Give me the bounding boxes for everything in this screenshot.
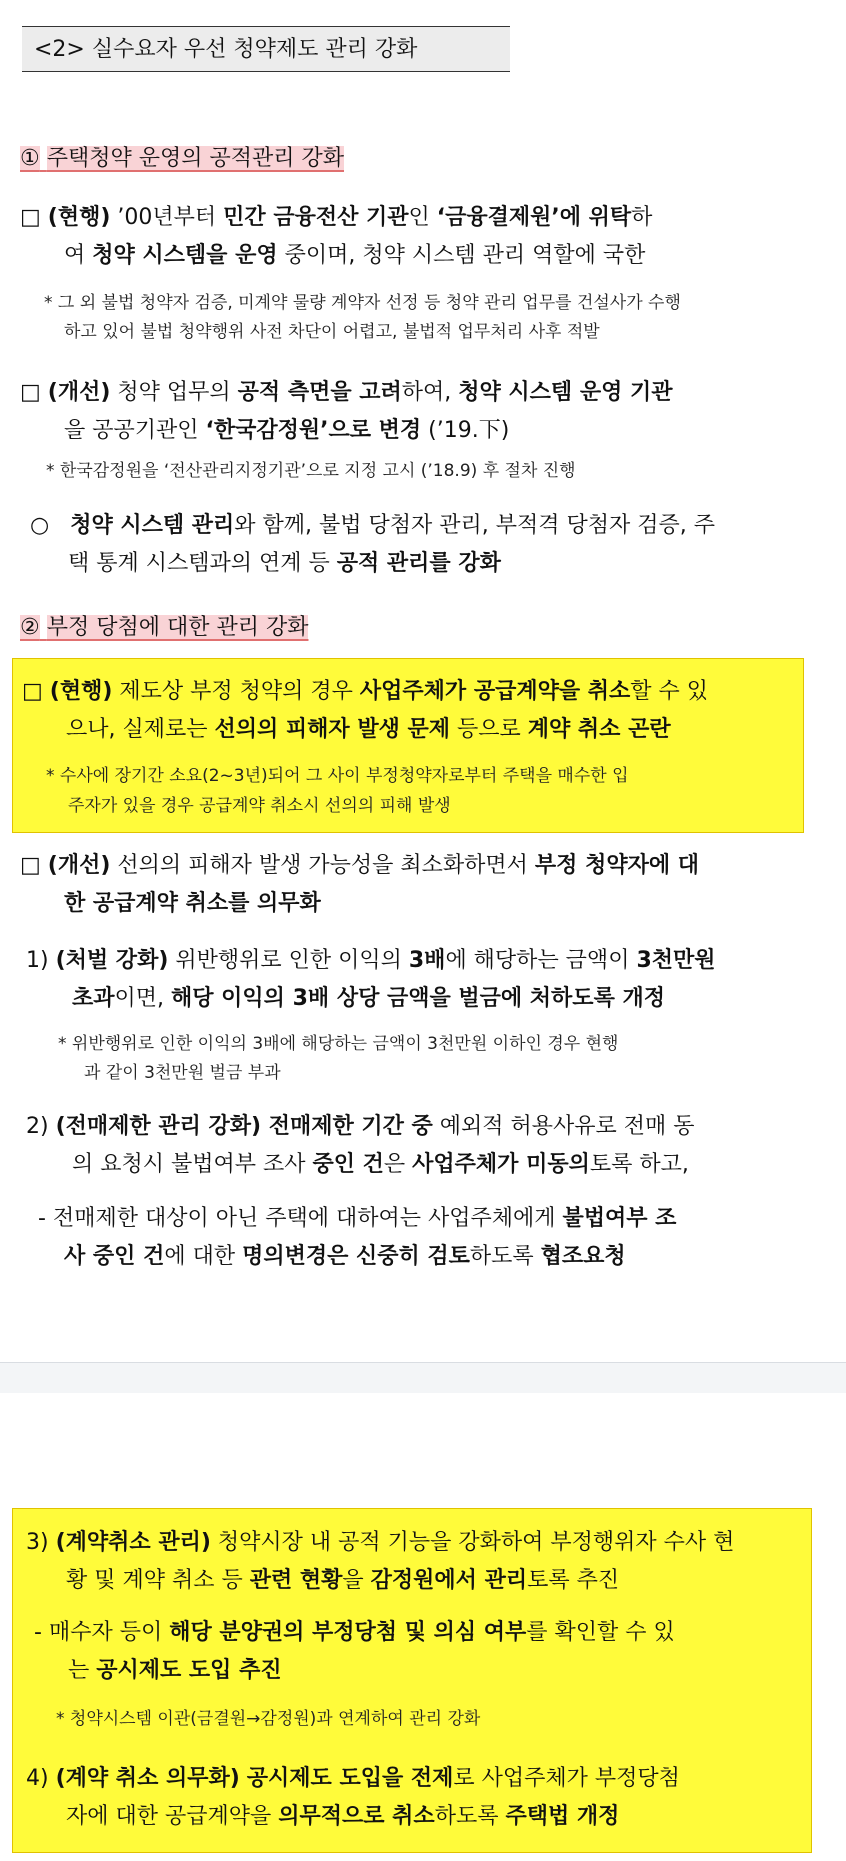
- emphasis: 명의변경은 신중히 검토: [242, 1244, 470, 1269]
- text: 제도상 부정 청약의 경우: [112, 679, 360, 704]
- text: 위반행위로 인한 이익의: [168, 948, 409, 973]
- item3-note: * 청약시스템 이관(금결원→감정원)과 연계하여 관리 강화: [56, 1709, 481, 1729]
- section2-number: ②: [20, 615, 40, 640]
- emphasis: 청약 시스템 관리: [70, 513, 235, 538]
- sec2-current-line1: [22, 673, 802, 710]
- tag-current: (현행): [49, 679, 113, 704]
- dash-bullet: -: [34, 1620, 42, 1645]
- text: 전매제한 대상이 아닌 주택에 대하여는 사업주체에게: [45, 1206, 563, 1231]
- item-number: 4): [26, 1766, 49, 1791]
- text: 하: [631, 205, 653, 230]
- text: 을: [342, 1568, 371, 1593]
- text: 중이며, 청약 시스템 관리 역할에 국한: [277, 243, 646, 268]
- emphasis: 사 중인 건: [64, 1244, 165, 1269]
- item1-line1: [26, 942, 826, 979]
- emphasis: 협조요청: [540, 1244, 626, 1269]
- sec1-current-line2: [64, 237, 824, 274]
- emphasis: 선의의 피해자 발생 문제: [214, 717, 450, 742]
- tag-improve: (개선): [47, 853, 111, 878]
- text: 인: [408, 205, 437, 230]
- text: 매수자 등이: [41, 1620, 170, 1645]
- item3-dash-line1: [34, 1614, 814, 1651]
- emphasis: 공적 관리를 강화: [336, 551, 501, 576]
- text: (’19.下): [421, 418, 510, 443]
- text: 예외적 허용사유로 전매 동: [432, 1114, 695, 1139]
- section1-title: 주택청약 운영의 공적관리 강화: [46, 146, 344, 171]
- sec2-current-note-line1: * 수사에 장기간 소요(2~3년)되어 그 사이 부정청약자로부터 주택을 매수한 입: [46, 766, 629, 786]
- emphasis: 계약 취소 곤란: [527, 717, 671, 742]
- page-break: [0, 1362, 846, 1393]
- sec1-current-line1: [20, 199, 820, 236]
- emphasis: 중인 건: [312, 1152, 384, 1177]
- item3-line2: [66, 1562, 806, 1599]
- sec1-circle-line1: [30, 507, 830, 544]
- text: 자에 대한 공급계약을: [66, 1804, 279, 1829]
- emphasis: 3천만원: [636, 948, 716, 973]
- text: 와 함께, 불법 당첨자 관리, 부적격 당첨자 검증, 주: [234, 513, 715, 538]
- emphasis: 3배: [408, 948, 446, 973]
- item4-line2: [66, 1798, 806, 1835]
- text: [240, 1766, 247, 1791]
- tag-improve: (개선): [47, 380, 111, 405]
- emphasis: 초과: [72, 986, 115, 1011]
- text: 등으로: [450, 717, 528, 742]
- emphasis: 공시제도 도입을 전제: [246, 1766, 454, 1791]
- sec1-current-note-line2: 하고 있어 불법 청약행위 사전 차단이 어렵고, 불법적 업무처리 사후 적발: [64, 322, 600, 342]
- item2-dash-line2: [64, 1238, 824, 1275]
- emphasis: 공적 측면을 고려: [237, 380, 402, 405]
- text: 청약 업무의: [110, 380, 238, 405]
- emphasis: 한 공급계약 취소를 의무화: [64, 891, 321, 916]
- section2-heading: [20, 610, 308, 641]
- section1-heading: [20, 141, 344, 172]
- emphasis: 사업주체가 미동의: [412, 1152, 590, 1177]
- sec2-improve-line1: [20, 847, 830, 884]
- item3-dash-line2: [68, 1652, 808, 1689]
- emphasis: 전매제한 기간 중: [261, 1114, 433, 1139]
- text: 황 및 계약 취소 등: [66, 1568, 250, 1593]
- text: 토록 하고,: [589, 1152, 689, 1177]
- section-title: <2> 실수요자 우선 청약제도 관리 강화: [22, 26, 510, 72]
- item3-line1: [26, 1524, 816, 1561]
- text: 로 사업주체가 부정당첨: [453, 1766, 680, 1791]
- emphasis: 해당 분양권의 부정당첨 및 의심 여부: [169, 1620, 527, 1645]
- emphasis: 청약 시스템을 운영: [92, 243, 278, 268]
- text: 하여,: [401, 380, 459, 405]
- text: 에 대한: [164, 1244, 243, 1269]
- emphasis: 청약 시스템 운영 기관: [458, 380, 673, 405]
- section1-number: ①: [20, 146, 40, 171]
- emphasis: 민간 금융전산 기관: [223, 205, 409, 230]
- emphasis: 주택법 개정: [505, 1804, 620, 1829]
- emphasis: 의무적으로 취소: [278, 1804, 435, 1829]
- text: 여: [64, 243, 93, 268]
- text: 하도록: [469, 1244, 541, 1269]
- square-bullet: □: [22, 679, 43, 704]
- square-bullet: □: [20, 380, 41, 405]
- emphasis: 부정 청약자에 대: [534, 853, 700, 878]
- item2-dash-line1: [38, 1200, 828, 1237]
- text: 하도록: [434, 1804, 506, 1829]
- item-number: 3): [26, 1530, 49, 1555]
- item1-note-line1: * 위반행위로 인한 이익의 3배에 해당하는 금액이 3천만원 이하인 경우 현행: [58, 1034, 619, 1054]
- item2-line2: [72, 1146, 822, 1183]
- item-tag: (전매제한 관리 강화): [55, 1114, 262, 1139]
- sec1-current-note-line1: * 그 외 불법 청약자 검증, 미계약 물량 계약자 선정 등 청약 관리 업무를 건설사가 수행: [44, 293, 681, 313]
- text: 으나, 실제로는: [66, 717, 215, 742]
- square-bullet: □: [20, 205, 41, 230]
- sec1-improve-line1: [20, 374, 830, 411]
- item4-line1: [26, 1760, 816, 1797]
- square-bullet: □: [20, 853, 41, 878]
- text: 택 통계 시스템과의 연계 등: [68, 551, 337, 576]
- sec2-improve-line2: [64, 885, 824, 922]
- text: 토록 추진: [527, 1568, 620, 1593]
- sec2-current-line2: [66, 711, 806, 748]
- emphasis: ‘한국감정원’으로 변경: [205, 418, 422, 443]
- section2-title: 부정 당첨에 대한 관리 강화: [46, 615, 309, 640]
- emphasis: 관련 현황: [249, 1568, 343, 1593]
- item-tag: (처벌 강화): [55, 948, 169, 973]
- item-tag: (계약 취소 의무화): [55, 1766, 240, 1791]
- item1-note-line2: 과 같이 3천만원 벌금 부과: [84, 1063, 281, 1083]
- text: 선의의 피해자 발생 가능성을 최소화하면서: [110, 853, 535, 878]
- text: 은: [383, 1152, 413, 1177]
- text: ’00년부터: [110, 205, 224, 230]
- emphasis: 해당 이익의 3배 상당 금액을 벌금에 처하도록 개정: [171, 986, 665, 1011]
- emphasis: 감정원에서 관리: [370, 1568, 528, 1593]
- item2-line1: [26, 1108, 826, 1145]
- item-tag: (계약취소 관리): [55, 1530, 211, 1555]
- tag-current: (현행): [47, 205, 111, 230]
- circle-bullet: ○: [30, 513, 50, 538]
- text: 을 공공기관인: [64, 418, 206, 443]
- sec1-circle-line2: [68, 545, 828, 582]
- dash-bullet: -: [38, 1206, 46, 1231]
- text: 에 해당하는 금액이: [445, 948, 637, 973]
- text: 를 확인할 수 있: [526, 1620, 675, 1645]
- item-number: 2): [26, 1114, 49, 1139]
- item1-line2: [72, 980, 822, 1017]
- text: 의 요청시 불법여부 조사: [72, 1152, 313, 1177]
- item-number: 1): [26, 948, 49, 973]
- sec1-improve-line2: [64, 412, 824, 449]
- text: 청약시장 내 공적 기능을 강화하여 부정행위자 수사 현: [210, 1530, 735, 1555]
- emphasis: ‘금융결제원’에 위탁: [436, 205, 632, 230]
- emphasis: 불법여부 조: [562, 1206, 677, 1231]
- text: 는: [68, 1658, 97, 1683]
- emphasis: 사업주체가 공급계약을 취소: [359, 679, 631, 704]
- text: 이면,: [114, 986, 172, 1011]
- emphasis: 공시제도 도입 추진: [96, 1658, 282, 1683]
- sec1-improve-note: * 한국감정원을 ‘전산관리지정기관’으로 지정 고시 (’18.9) 후 절차 진행: [46, 461, 576, 481]
- sec2-current-note-line2: 주자가 있을 경우 공급계약 취소시 선의의 피해 발생: [68, 796, 451, 816]
- text: 할 수 있: [630, 679, 709, 704]
